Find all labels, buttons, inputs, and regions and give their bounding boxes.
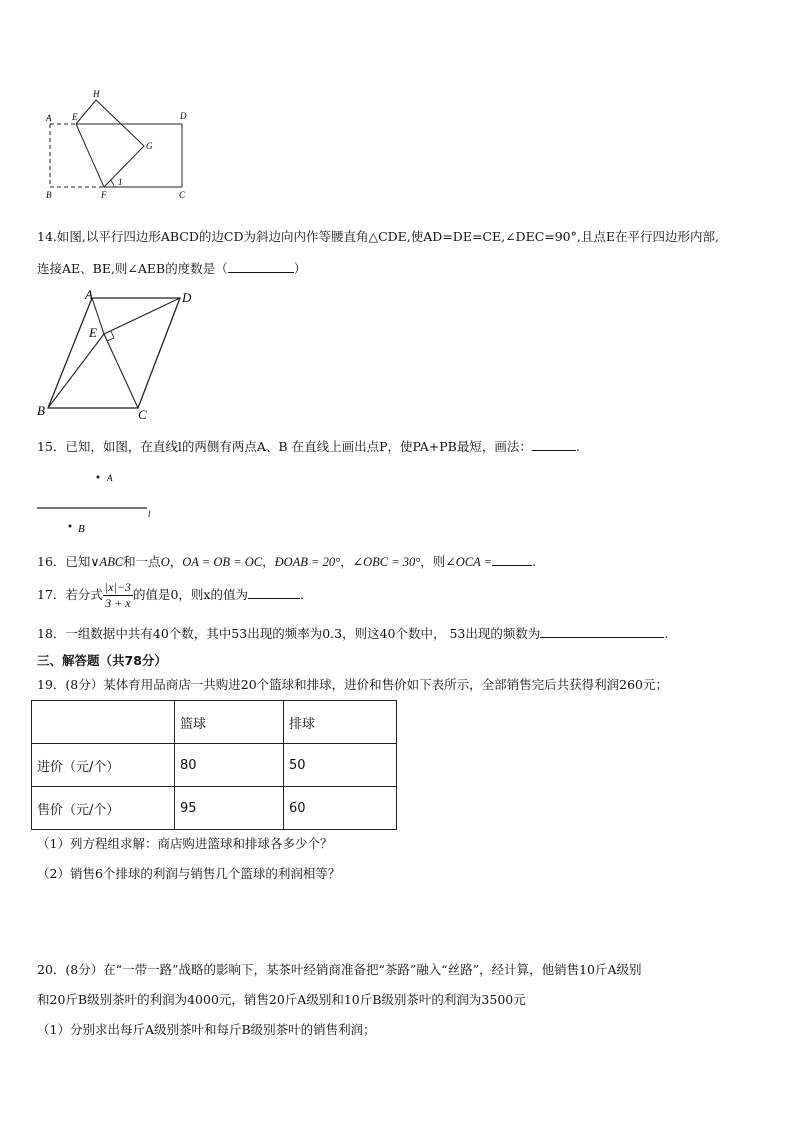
q18-answer-blank[interactable] [540, 625, 664, 638]
label-D: D [180, 111, 187, 121]
q16-answer-blank[interactable] [492, 553, 532, 566]
q16-equal-sides: OA = OB = OC [182, 555, 263, 569]
table-header-volleyball: 排球 [284, 701, 397, 744]
parallelogram-ABCD [48, 298, 180, 408]
folded-quad [76, 100, 144, 187]
table-cell: 95 [175, 787, 284, 830]
q14-line2-text: 连接AE、BE,则∠AEB的度数是（ [37, 261, 228, 276]
q18-question: 18．一组数据中共有40个数，其中53出现的频率为0.3，则这40个数中， 53出现的频数为 [37, 626, 541, 641]
label-B: B [37, 403, 45, 418]
q14-line1: 14.如图,以平行四边形ABCD的边CD为斜边向内作等腰直角△CDE,使AD=DE=CE,∠DEC=90°,且点E在平行四边形内部, [37, 229, 719, 244]
q15-period: . [575, 439, 580, 454]
q17-pre: 17．若分式 [37, 587, 103, 602]
q15-answer-blank[interactable] [532, 438, 576, 451]
q20-line2: 和20斤B级别茶叶的利润为4000元，销售20斤A级别和10斤B级别茶叶的利润为3500元 [37, 992, 526, 1007]
q17-text [37, 579, 304, 611]
q20-sub1: （1）分别求出每斤A级别茶叶和每斤B级别茶叶的销售利润； [37, 1022, 376, 1037]
q16-point-o: O [160, 555, 170, 569]
q15-text [37, 438, 580, 455]
table-row-label: 售价（元/个） [32, 787, 175, 830]
label-B: B [78, 523, 85, 535]
q17-fraction [103, 580, 133, 611]
label-G: G [146, 141, 153, 151]
q19-sub2: （2）销售6个排球的利润与销售几个篮球的利润相等？ [37, 866, 341, 881]
q16-text [37, 553, 536, 570]
table-header-row [32, 701, 397, 744]
q16-angle-obc: ∠OBC = 30° [352, 555, 421, 569]
q19-sub1: （1）列方程组求解：商店购进篮球和排球各多少个？ [37, 836, 333, 851]
table-cell: 60 [284, 787, 397, 830]
table-header-basketball: 篮球 [175, 701, 284, 744]
price-table [31, 700, 397, 830]
q17-answer-blank[interactable] [248, 586, 300, 599]
label-l: l [148, 509, 151, 519]
q16-period: . [532, 554, 537, 569]
figure-rectangle-fold [30, 86, 200, 202]
q16-sep0: ， [169, 554, 183, 569]
point-B [69, 525, 72, 528]
label-E: E [89, 325, 97, 340]
table-row [32, 744, 397, 787]
label-angle-1: 1 [118, 177, 123, 187]
figure-line-points [34, 466, 164, 538]
label-C: C [179, 190, 186, 200]
figure-parallelogram [36, 286, 196, 422]
q14-line2-close: ） [293, 261, 307, 276]
q17-period: . [299, 587, 304, 602]
section-title: 三、解答题（共78分） [37, 653, 167, 668]
q16-triangle: ∨ABC [90, 555, 124, 569]
segment-BE [48, 334, 104, 408]
label-A: A [107, 473, 113, 483]
table-row-label: 进价（元/个） [32, 744, 175, 787]
q16-pre: 16．已知 [37, 554, 91, 569]
q16-angle-oab: ĐOAB = 20° [274, 555, 341, 569]
q14-line2 [37, 260, 306, 277]
q16-mid2: ，则 [420, 554, 446, 569]
table-header-cell-empty [32, 701, 175, 744]
q16-angle-oca: ∠OCA = [445, 555, 493, 569]
label-B: B [46, 190, 52, 200]
label-H: H [93, 89, 100, 99]
label-E: E [72, 112, 78, 122]
q20-line1: 20．(8分）在“一带一路”战略的影响下，某茶叶经销商准备把“茶路”融入“丝路”，经计算，他销售10斤A级别 [37, 962, 642, 977]
segment-EC [104, 334, 138, 408]
point-A [97, 476, 100, 479]
q16-mid1: 和一点 [123, 554, 161, 569]
q17-denominator: 3 + x [105, 596, 131, 610]
q19-text: 19．(8分）某体育用品商店一共购进20个篮球和排球，进价和售价如下表所示，全部销售完后共获得利润260元； [37, 677, 669, 692]
q16-sep1: ， [262, 554, 275, 569]
table-cell: 80 [175, 744, 284, 787]
label-F: F [101, 190, 107, 200]
q18-text [37, 625, 668, 642]
label-C: C [138, 407, 147, 422]
q15-question: 15．已知，如图，在直线l的两侧有两点A、B 在直线上画出点P，使PA+PB最短，画法： [37, 439, 532, 454]
label-D: D [182, 290, 192, 305]
table-row [32, 787, 397, 830]
table-cell: 50 [284, 744, 397, 787]
q18-period: . [664, 626, 669, 641]
angle-1-arc [110, 180, 114, 187]
label-A: A [85, 287, 93, 302]
q17-mid: 的值是0，则x的值为 [132, 587, 248, 602]
q17-numerator: |x|−3 [104, 580, 131, 594]
q14-answer-blank[interactable] [228, 260, 294, 273]
label-A: A [46, 113, 52, 123]
q16-sep2: ， [340, 554, 353, 569]
